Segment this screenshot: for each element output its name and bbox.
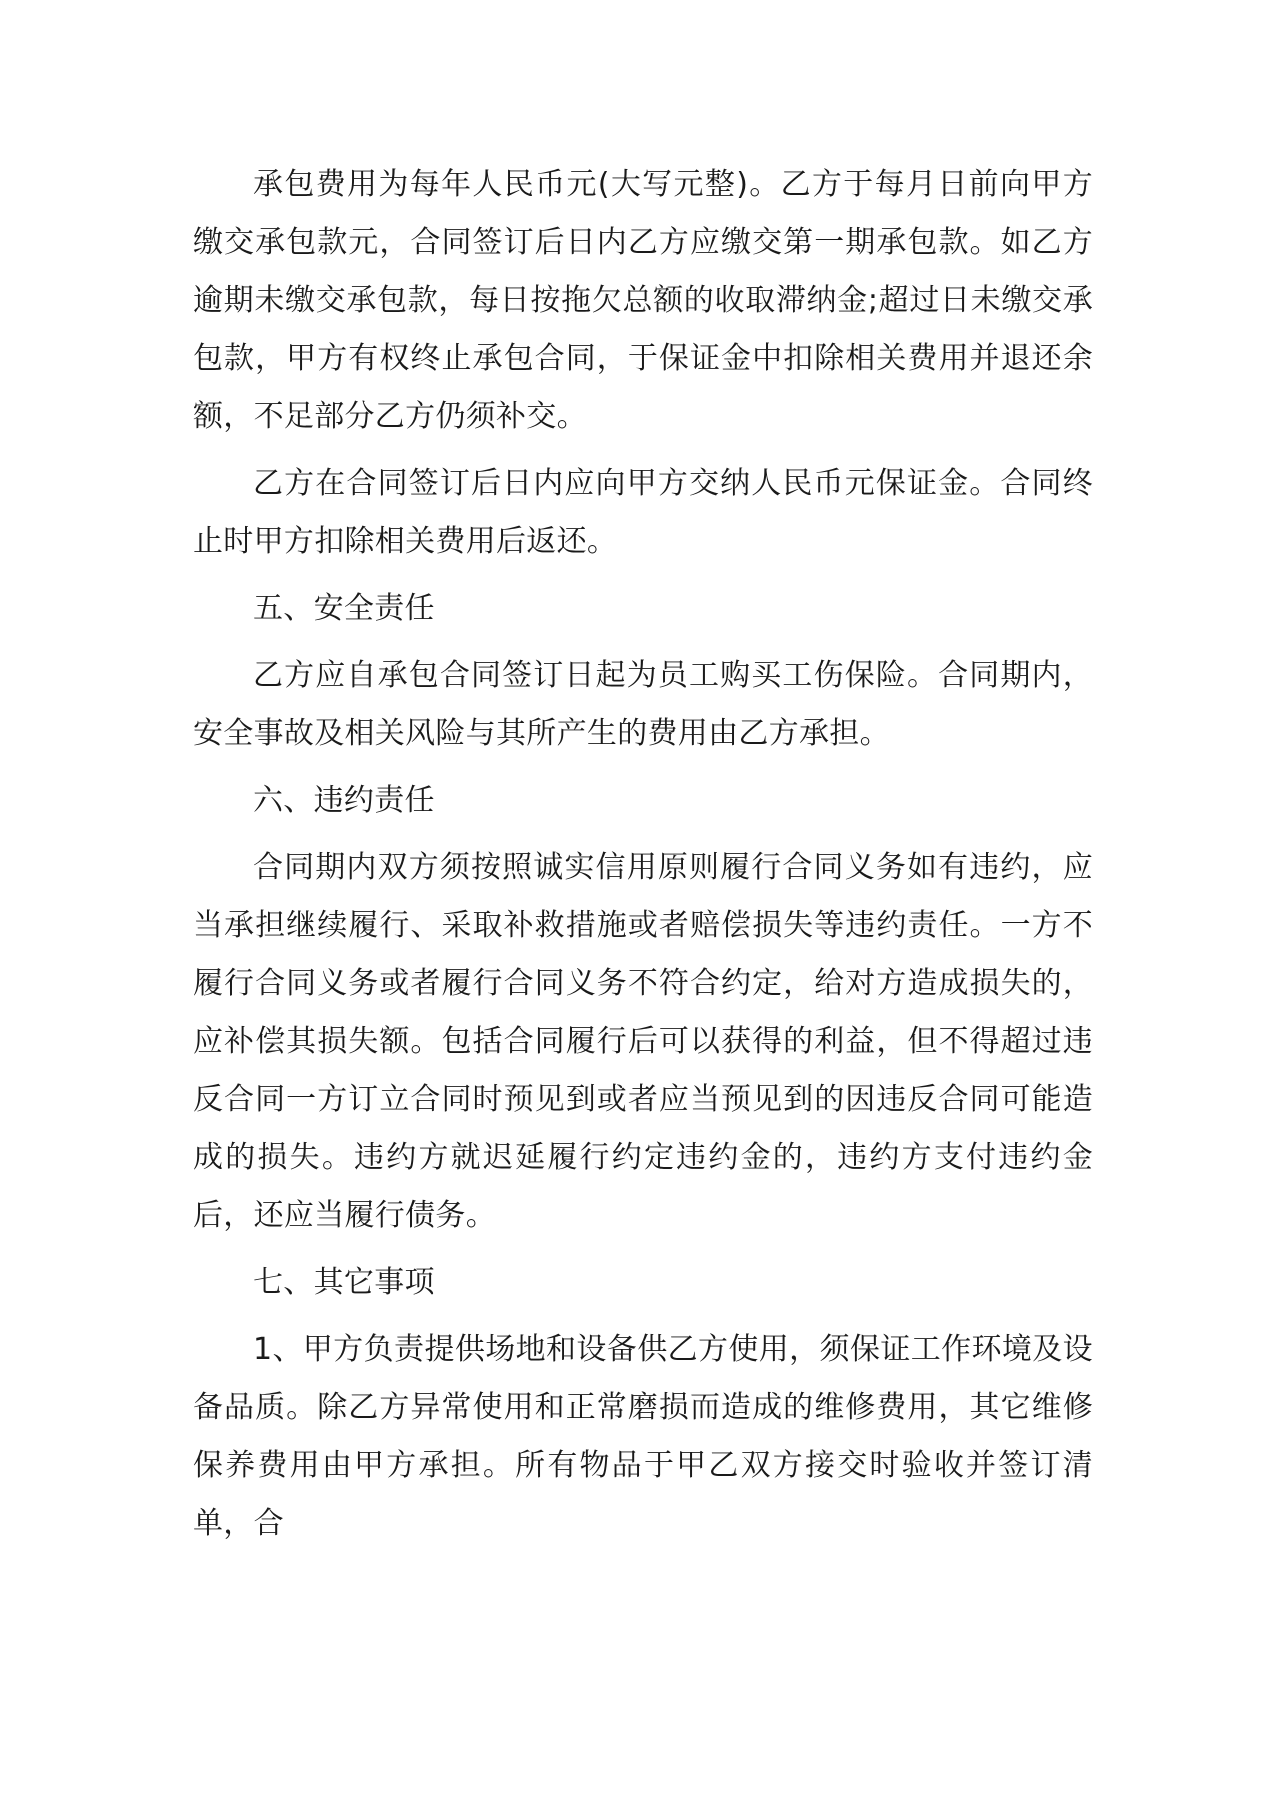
section-heading-other: 七、其它事项 (253, 1265, 435, 1300)
paragraph-safety: 乙方应自承包合同签订日起为员工购买工伤保险。合同期内，安全事故及相关风险与其所产生的费用由乙方承担。 (193, 658, 1093, 751)
paragraph-other-item-1: 1、甲方负责提供场地和设备供乙方使用，须保证工作环境及设备品质。除乙方异常使用和正常磨损而造成的维修费用，其它维修保养费用由甲方承担。所有物品于甲乙双方接交时验收并签订清单，合 (193, 1332, 1093, 1541)
section-heading-breach: 六、违约责任 (253, 783, 435, 818)
section-heading-safety: 五、安全责任 (253, 591, 435, 626)
paragraph-deposit: 乙方在合同签订后日内应向甲方交纳人民币元保证金。合同终止时甲方扣除相关费用后返还。 (193, 466, 1093, 559)
document-body (193, 156, 1093, 1562)
paragraph-breach: 合同期内双方须按照诚实信用原则履行合同义务如有违约，应当承担继续履行、采取补救措施或者赔偿损失等违约责任。一方不履行合同义务或者履行合同义务不符合约定，给对方造成损失的，应补偿其损失额。包括合同履行后可以获得的利益，但不得超过违反合同一方订立合同时预见到或者应当预见到的因违反合同可能造成的损失。违约方就迟延履行约定违约金的，违约方支付违约金后，还应当履行债务。 (193, 850, 1093, 1233)
paragraph-fee-terms: 承包费用为每年人民币元(大写元整)。乙方于每月日前向甲方缴交承包款元，合同签订后日内乙方应缴交第一期承包款。如乙方逾期未缴交承包款，每日按拖欠总额的收取滞纳金;超过日未缴交承包款，甲方有权终止承包合同，于保证金中扣除相关费用并退还余额，不足部分乙方仍须补交。 (193, 167, 1093, 434)
